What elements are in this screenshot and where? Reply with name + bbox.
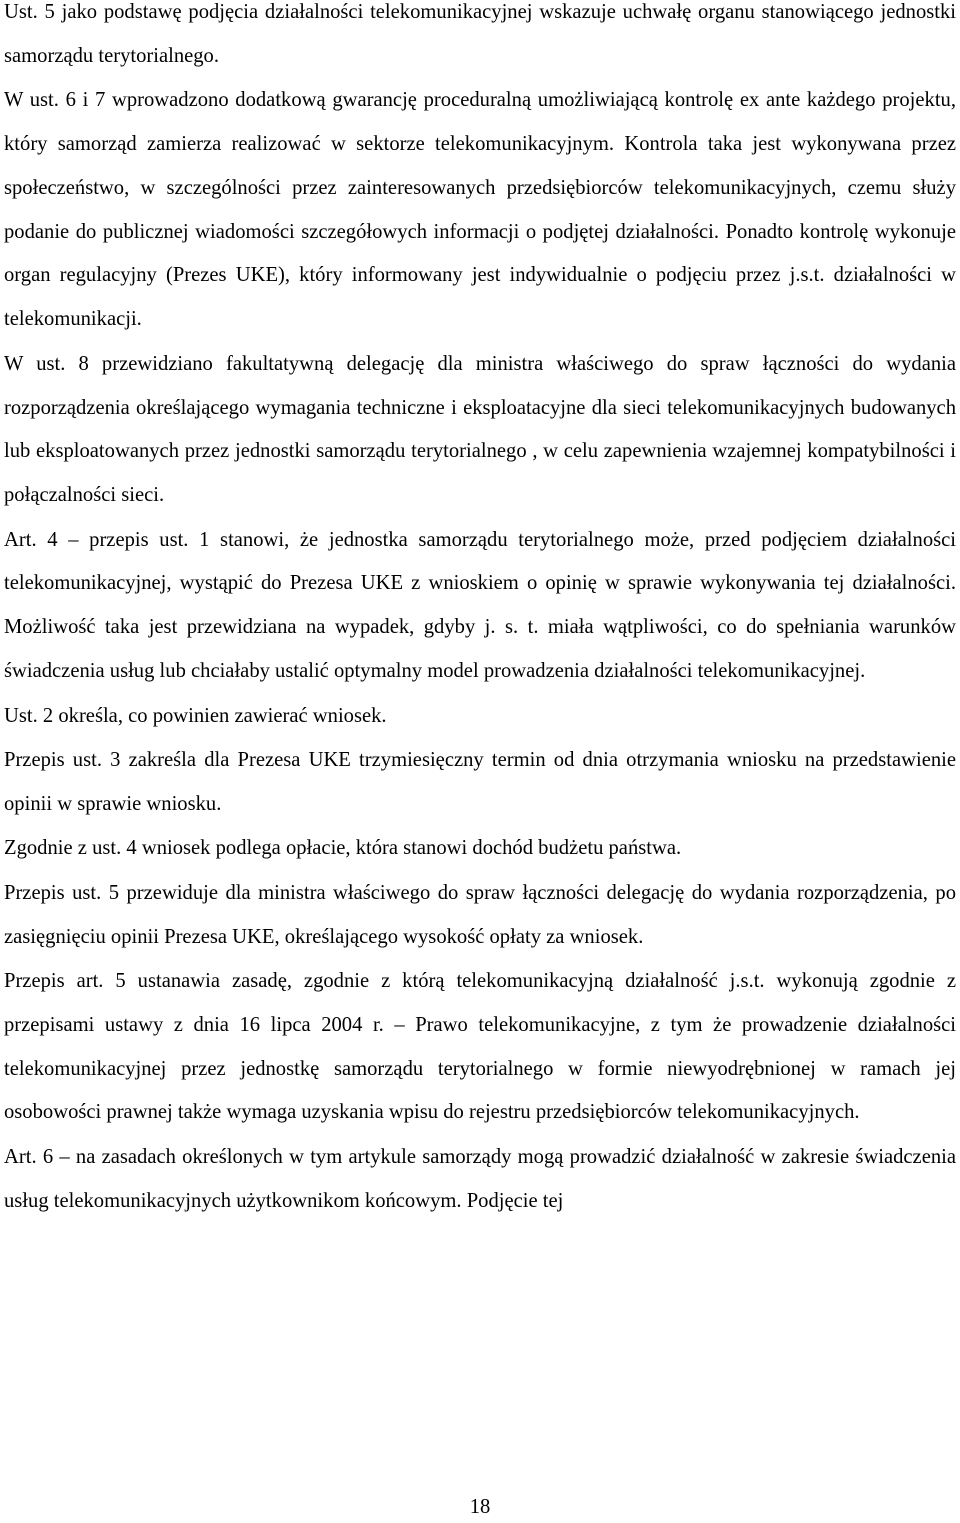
paragraph-ust-8: W ust. 8 przewidziano fakultatywną delegację dla ministra właściwego do spraw łączności do wydania rozporządzenia określającego wymagania techniczne i eksploatacyjne dla sieci telekomunikacyjnych budowanych lub eksploatowanych przez jednostki samorządu terytorialnego , w celu zapewnienia wzajemnej kompatybilności i połączalności sieci. [4, 352, 956, 507]
paragraph-ust-4: Zgodnie z ust. 4 wniosek podlega opłacie, która stanowi dochód budżetu państwa. [4, 837, 682, 860]
paragraph-ust-3: Przepis ust. 3 zakreśla dla Prezesa UKE trzymiesięczny termin od dnia otrzymania wniosku na przedstawienie opinii w sprawie wniosku. [4, 748, 956, 815]
paragraph-ust-6-7: W ust. 6 i 7 wprowadzono dodatkową gwarancję proceduralną umożliwiającą kontrolę ex ante każdego projektu, który samorząd zamierza realizować w sektorze telekomunikacyjnym. Kontrola taka jest wykonywana przez społeczeństwo, w szczególności przez zainteresowanych przedsiębiorców telekomunikacyjnych, czemu służy podanie do publicznej wiadomości szczegółowych informacji o podjętej działalności. Ponadto kontrolę wykonuje organ regulacyjny (Prezes UKE), który informowany jest indywidualnie o podjęciu przez j.s.t. działalności w telekomunikacji. [4, 89, 956, 331]
paragraph-art-6: Art. 6 – na zasadach określonych w tym artykule samorządy mogą prowadzić działalność w zakresie świadczenia usług telekomunikacyjnych użytkownikom końcowym. Podjęcie tej [4, 1145, 956, 1212]
paragraph-ust-5: Ust. 5 jako podstawę podjęcia działalności telekomunikacyjnej wskazuje uchwałę organu stanowiącego jednostki samorządu terytorialnego. [4, 1, 956, 67]
paragraph-ust-5-delegation: Przepis ust. 5 przewiduje dla ministra właściwego do spraw łączności delegację do wydania rozporządzenia, po zasięgnięciu opinii Prezesa UKE, określającego wysokość opłaty za wniosek. [4, 881, 956, 948]
document-body [4, 0, 956, 1224]
page-number: 18 [469, 1496, 491, 1518]
paragraph-ust-2: Ust. 2 określa, co powinien zawierać wniosek. [4, 704, 387, 727]
paragraph-art-4: Art. 4 – przepis ust. 1 stanowi, że jednostka samorządu terytorialnego może, przed podjęciem działalności telekomunikacyjnej, wystąpić do Prezesa UKE z wnioskiem o opinię w sprawie wykonywania tej działalności. Możliwość taka jest przewidziana na wypadek, gdyby j. s. t. miała wątpliwości, co do spełniania warunków świadczenia usług lub chciałaby ustalić optymalny model prowadzenia działalności telekomunikacyjnej. [4, 528, 956, 683]
paragraph-art-5: Przepis art. 5 ustanawia zasadę, zgodnie z którą telekomunikacyjną działalność j.s.t. wykonują zgodnie z przepisami ustawy z dnia 16 lipca 2004 r. – Prawo telekomunikacyjne, z tym że prowadzenie działalności telekomunikacyjnej przez jednostkę samorządu terytorialnego w formie niewyodrębnionej w ramach jej osobowości prawnej także wymaga uzyskania wpisu do rejestru przedsiębiorców telekomunikacyjnych. [4, 970, 956, 1124]
